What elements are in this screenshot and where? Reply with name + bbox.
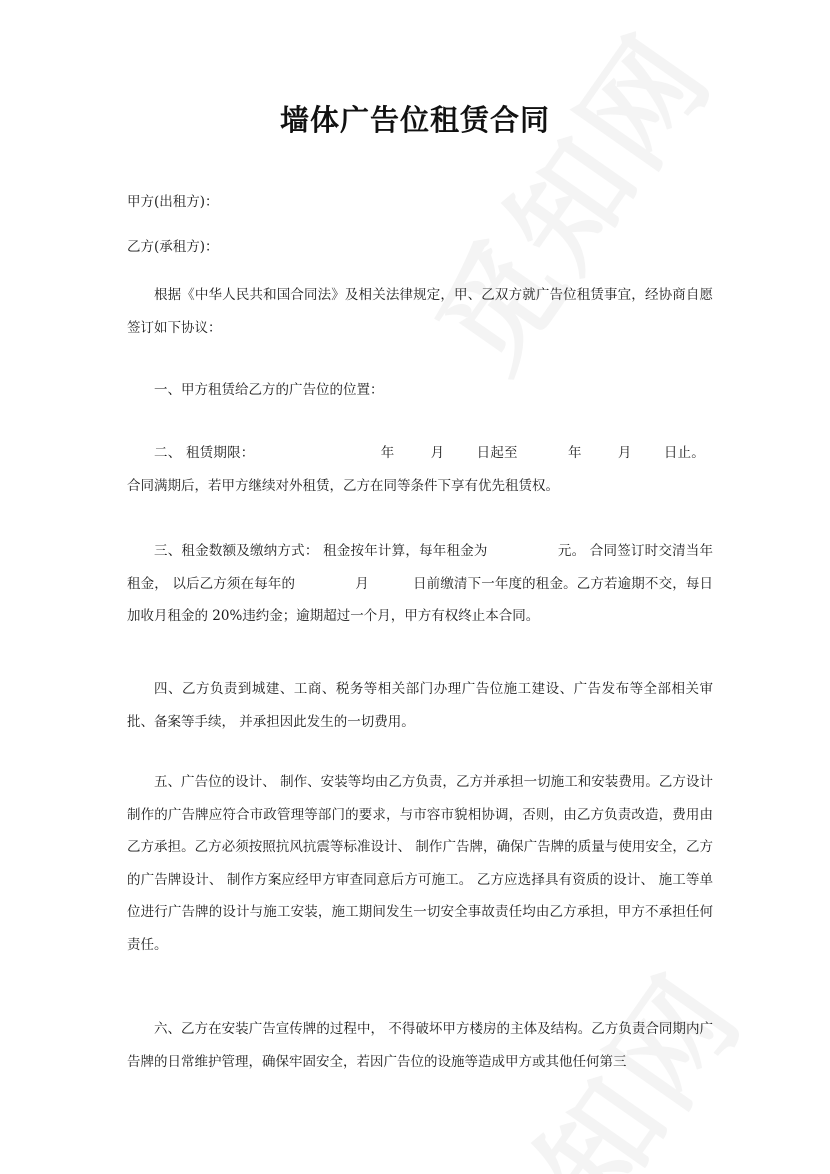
document-title: 墙体广告位租赁合同 — [279, 103, 550, 137]
clause-2-day-1: 日起至 — [476, 445, 518, 461]
clause-2-month-2: 月 — [617, 445, 632, 461]
clause-2-prefix: 二、 租赁期限： — [154, 445, 255, 461]
clause-2-day-2: 日止。 — [663, 445, 706, 461]
party-a-line: 甲方(出租方)： — [127, 194, 219, 210]
clause-2-month-1: 月 — [430, 445, 445, 461]
clause-1: 一、甲方租赁给乙方的广告位的位置： — [154, 382, 384, 398]
clause-2-tail: 合同满期后，若甲方继续对外租赁，乙方在同等条件下享有优先租赁权。 — [127, 477, 559, 494]
clause-3-part-3: 日前缴清下一年度的租金。乙方若逾期不交，每日加收月租金的 20%违约金；逾期超过一个月，甲方有权终止本合同。 — [127, 575, 713, 625]
clause-2-year-1: 年 — [380, 445, 395, 461]
clause-3-part-1: 三、租金数额及缴纳方式： 租金按年计算，每年租金为 — [154, 543, 488, 559]
clause-6: 六、乙方在安装广告宣传牌的过程中， 不得破坏甲方楼房的主体及结构。乙方负责合同期内广告牌的日常维护管理，确保牢固安全，若因广告位的设施等造成甲方或其他任何第三 — [127, 1021, 713, 1070]
clause-2-year-2: 年 — [567, 445, 582, 461]
clause-4: 四、乙方负责到城建、工商、税务等相关部门办理广告位施工建设、广告发布等全部相关审批、备案等手续， 并承担因此发生的一切费用。 — [127, 681, 713, 730]
intro-paragraph: 根据《中华人民共和国合同法》及相关法律规定，甲、乙双方就广告位租赁事宜，经协商自愿签订如下协议： — [127, 287, 713, 336]
clause-3 — [127, 535, 713, 633]
party-b-line: 乙方(承租方)： — [127, 239, 219, 255]
clause-5: 五、广告位的设计、 制作、安装等均由乙方负责，乙方并承担一切施工和安装费用。乙方设计制作的广告牌应符合市政管理等部门的要求，与市容市貌相协调，否则，由乙方负责改造，费用由乙方承担。乙方必须按照抗风抗震等标准设计、 制作广告牌，确保广告牌的质量与使用安全，乙方的广告牌设计、 制作方案应经甲方审查同意后方可施工。 乙方应选择具有资质的设计、 施工等单位进行广告牌的设计与施工安装，施工期间发生一切安全事故责任均由乙方承担，甲方不承担任何责任。 — [127, 774, 713, 953]
clause-3-part-2: 合同签订时交清当年租金， 以后乙方须在每年的 — [127, 543, 714, 592]
clause-3-month: 月 — [355, 575, 369, 592]
clause-3-unit: 元。 — [557, 543, 586, 559]
clause-2 — [127, 437, 713, 502]
